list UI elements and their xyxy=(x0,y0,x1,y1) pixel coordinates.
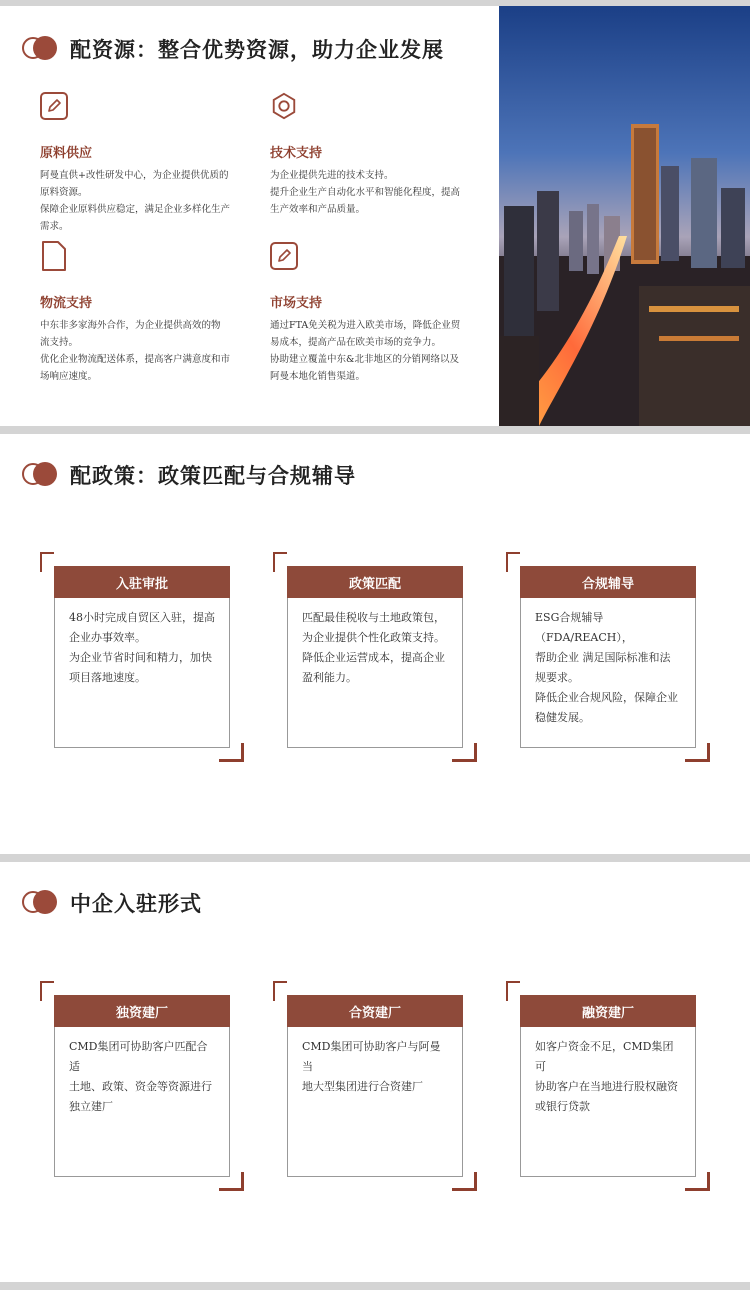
card-header: 政策匹配 xyxy=(287,566,463,598)
policy-card xyxy=(520,566,696,748)
city-night-photo xyxy=(499,6,750,426)
section-title-row xyxy=(22,34,444,64)
card-header: 独资建厂 xyxy=(54,995,230,1027)
section-title: 配政策：政策匹配与合规辅导 xyxy=(70,464,356,488)
policy-section xyxy=(0,434,750,854)
card-body: 匹配最佳税收与土地政策包， 为企业提供个性化政策支持。 降低企业运营成本，提高企业 盈利能力。 xyxy=(287,598,463,748)
section-divider xyxy=(0,854,750,862)
edit-icon xyxy=(40,92,68,120)
brand-logo-icon xyxy=(22,462,58,488)
entry-form-card xyxy=(54,995,230,1177)
corner-bracket xyxy=(452,743,477,762)
card-body: 如客户资金不足，CMD集团可 协助客户在当地进行股权融资 或银行贷款 xyxy=(520,1027,696,1177)
card-header: 入驻审批 xyxy=(54,566,230,598)
corner-bracket xyxy=(452,1172,477,1191)
bottom-divider xyxy=(0,1282,750,1290)
card-header: 合资建厂 xyxy=(287,995,463,1027)
feature-name: 市场支持 xyxy=(270,296,323,311)
brand-logo-icon xyxy=(22,890,58,916)
corner-bracket xyxy=(273,552,287,572)
section-title-row xyxy=(22,460,356,490)
corner-bracket xyxy=(40,552,54,572)
feature-market-support xyxy=(270,242,480,385)
section-divider xyxy=(0,426,750,434)
card-body: CMD集团可协助客户匹配合适 土地、政策、资金等资源进行 独立建厂 xyxy=(54,1027,230,1177)
card-body: ESG合规辅导（FDA/REACH）， 帮助企业 满足国际标准和法 规要求。 降低企业合规风险，保障企业 稳健发展。 xyxy=(520,598,696,748)
hexagon-nut-icon xyxy=(270,92,298,120)
section-title: 配资源：整合优势资源，助力企业发展 xyxy=(70,38,444,62)
corner-bracket xyxy=(219,1172,244,1191)
brand-logo-icon xyxy=(22,36,58,62)
policy-card xyxy=(54,566,230,748)
corner-bracket xyxy=(219,743,244,762)
edit-icon xyxy=(270,242,298,270)
feature-logistics xyxy=(40,242,250,385)
corner-bracket xyxy=(273,981,287,1001)
entry-form-card xyxy=(287,995,463,1177)
feature-name: 技术支持 xyxy=(270,146,323,161)
feature-raw-material xyxy=(40,92,250,235)
card-body: CMD集团可协助客户与阿曼当 地大型集团进行合资建厂 xyxy=(287,1027,463,1177)
corner-bracket xyxy=(506,552,520,572)
feature-description: 阿曼直供+改性研发中心，为企业提供优质的 原料资源。 保障企业原料供应稳定，满足企业多样化生产 需求。 xyxy=(40,170,231,232)
feature-name: 物流支持 xyxy=(40,296,93,311)
corner-bracket xyxy=(685,1172,710,1191)
feature-description: 为企业提供先进的技术支持。 提升企业生产自动化水平和智能化程度，提高 生产效率和产品质量。 xyxy=(270,170,461,215)
section-title-row xyxy=(22,888,202,918)
corner-bracket xyxy=(685,743,710,762)
corner-bracket xyxy=(506,981,520,1001)
entry-form-card xyxy=(520,995,696,1177)
entry-forms-section xyxy=(0,862,750,1282)
feature-description: 通过FTA免关税为进入欧美市场，降低企业贸 易成本，提高产品在欧美市场的竞争力。 协助建立覆盖中东&北非地区的分销网络以及 阿曼本地化销售渠道。 xyxy=(270,320,461,382)
feature-description: 中东非多家海外合作，为企业提供高效的物 流支持。 优化企业物流配送体系，提高客户满意度和市 场响应速度。 xyxy=(40,320,231,382)
feature-name: 原料供应 xyxy=(40,146,93,161)
card-header: 融资建厂 xyxy=(520,995,696,1027)
card-header: 合规辅导 xyxy=(520,566,696,598)
feature-tech-support xyxy=(270,92,480,218)
document-icon xyxy=(40,242,68,270)
card-body: 48小时完成自贸区入驻，提高 企业办事效率。 为企业节省时间和精力，加快 项目落地速度。 xyxy=(54,598,230,748)
section-title: 中企入驻形式 xyxy=(70,892,202,916)
corner-bracket xyxy=(40,981,54,1001)
policy-card xyxy=(287,566,463,748)
